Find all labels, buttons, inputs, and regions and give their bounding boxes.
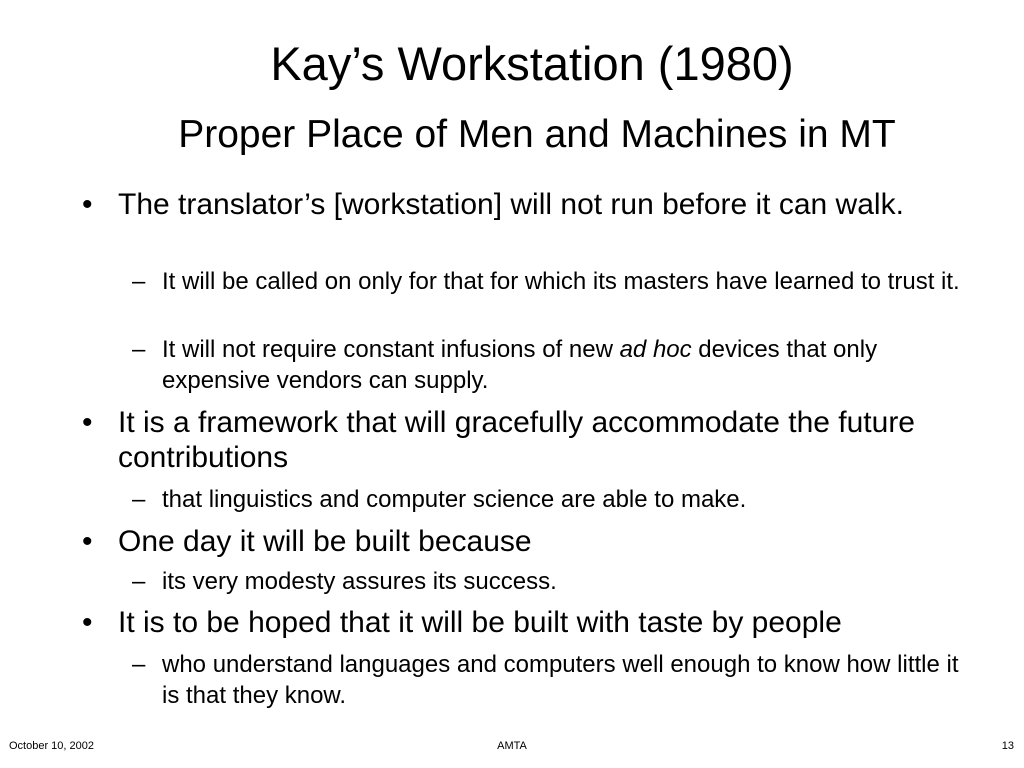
bullet-text: It is a framework that will gracefully accommodate the future contributions — [118, 406, 915, 474]
bullet-marker: • — [82, 188, 93, 221]
bullet-item — [82, 187, 978, 222]
sub-bullet-text: who understand languages and computers well enough to know how little it is that they know. — [162, 651, 959, 709]
bullet-item — [82, 605, 978, 640]
sub-bullet-marker: – — [132, 568, 146, 595]
sub-bullet-text-emphasis: ad hoc — [619, 336, 692, 363]
sub-bullet-marker: – — [132, 268, 146, 295]
sub-bullet-item — [132, 266, 972, 297]
slide-title: Kay’s Workstation (1980) — [270, 37, 794, 90]
footer-date: October 10, 2002 — [9, 740, 95, 752]
bullet-text: It is to be hoped that it will be built with taste by people — [118, 606, 842, 639]
sub-bullet-item — [132, 334, 972, 396]
bullet-text: The translator’s [workstation] will not run before it can walk. — [118, 188, 904, 221]
bullet-text: One day it will be built because — [118, 525, 532, 558]
sub-bullet-marker: – — [132, 651, 146, 678]
sub-bullet-text-pre: It will not require constant infusions of new — [162, 336, 620, 363]
slide-subtitle: Proper Place of Men and Machines in MT — [178, 113, 896, 156]
footer-center-label: AMTA — [497, 740, 527, 752]
sub-bullet-text: It will be called on only for that for which its masters have learned to trust it. — [162, 268, 960, 295]
bullet-item — [82, 405, 978, 475]
sub-bullet-item — [132, 566, 972, 597]
page-number: 13 — [1001, 740, 1014, 752]
sub-bullet-item — [132, 649, 972, 711]
sub-bullet-marker: – — [132, 336, 146, 363]
sub-bullet-item — [132, 484, 972, 515]
sub-bullet-text: that linguistics and computer science are able to make. — [162, 486, 747, 513]
bullet-marker: • — [82, 525, 93, 558]
bullet-marker: • — [82, 406, 93, 439]
bullet-item — [82, 524, 978, 559]
bullet-marker: • — [82, 606, 93, 639]
sub-bullet-marker: – — [132, 486, 146, 513]
sub-bullet-text-post: devices that only expensive vendors can supply. — [162, 336, 878, 394]
sub-bullet-text: its very modesty assures its success. — [162, 568, 557, 595]
